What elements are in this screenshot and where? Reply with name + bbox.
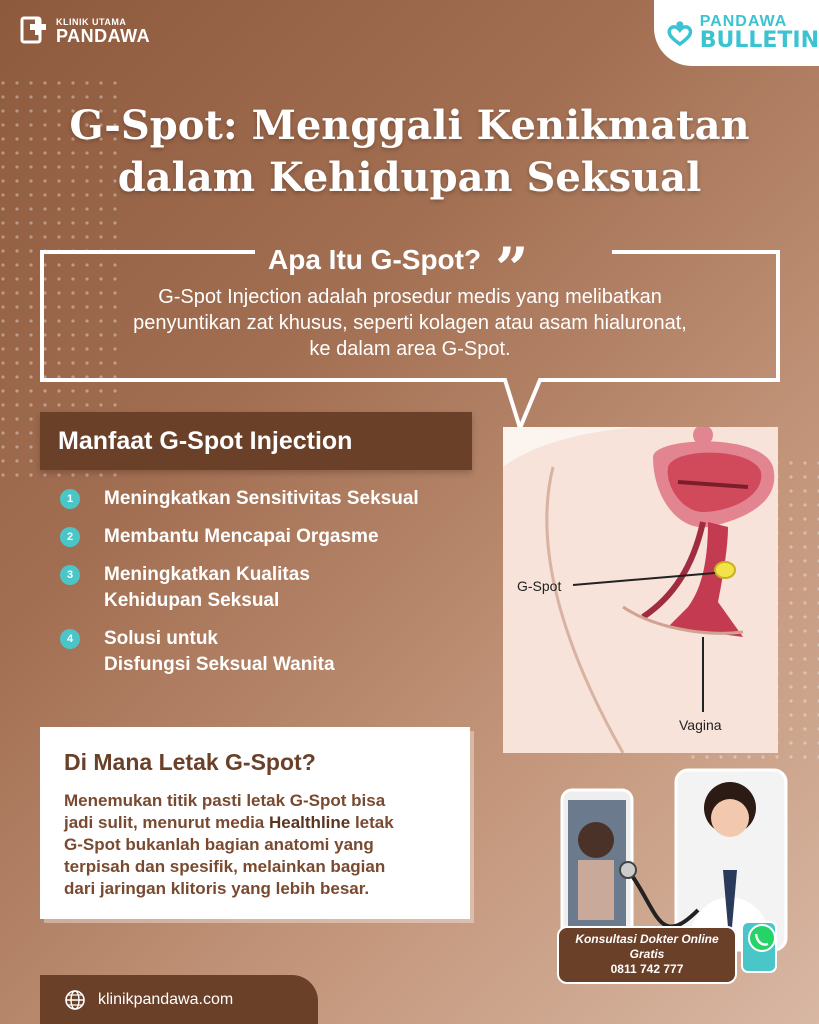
clinic-name: PANDAWA xyxy=(56,25,151,46)
anatomy-label-vagina: Vagina xyxy=(679,717,722,733)
footer-website[interactable] xyxy=(40,975,318,1024)
bulletin-name: BULLETIN xyxy=(699,28,819,53)
number-badge: 2 xyxy=(60,527,80,547)
title-line-2: dalam Kehidupan Seksual xyxy=(117,154,702,201)
intro-line-1: G-Spot Injection adalah prosedur medis yang melibatkan xyxy=(158,286,662,308)
intro-line-3: ke dalam area G-Spot. xyxy=(309,338,511,360)
number-badge: 3 xyxy=(60,565,80,585)
clinic-name-small: KLINIK UTAMA xyxy=(56,16,127,27)
consult-phone[interactable]: 0811 742 777 xyxy=(610,962,684,976)
list-item xyxy=(60,486,484,512)
website-link[interactable]: klinikpandawa.com xyxy=(98,990,234,1008)
benefit-label: Meningkatkan Kualitas Kehidupan Seksual xyxy=(104,564,310,611)
location-heading: Di Mana Letak G-Spot? xyxy=(64,749,316,775)
consult-free: Gratis xyxy=(629,947,665,961)
whatsapp-icon[interactable] xyxy=(738,916,782,976)
list-item xyxy=(60,524,484,550)
anatomy-illustration xyxy=(503,427,778,753)
quote-icon: ” xyxy=(495,235,529,303)
number-badge: 1 xyxy=(60,489,80,509)
benefit-label: Solusi untuk Disfungsi Seksual Wanita xyxy=(104,628,335,675)
intro-heading-text: Apa Itu G-Spot? xyxy=(268,244,482,275)
benefit-label: Meningkatkan Sensitivitas Seksual xyxy=(104,488,419,509)
consult-title: Konsultasi Dokter Online xyxy=(575,932,719,946)
consult-badge[interactable] xyxy=(557,926,737,984)
intro-heading xyxy=(268,235,529,303)
location-text: Menemukan titik pasti letak G-Spot bisa jadi sulit, menurut media Healthline letak G-Spot bukanlah bagian anatomi yang terpisah dan spesifik, melainkan bagian dari jaringan klitoris yang lebih besar. xyxy=(64,791,394,898)
speech-bubble-outline xyxy=(0,0,819,460)
number-badge: 4 xyxy=(60,629,80,649)
globe-icon xyxy=(64,989,86,1011)
benefit-label: Membantu Mencapai Orgasme xyxy=(104,526,379,547)
title-line-1: G-Spot: Menggali Kenikmatan xyxy=(69,102,750,149)
benefits-list xyxy=(60,486,484,690)
location-box xyxy=(40,727,470,919)
intro-line-2: penyuntikan zat khusus, seperti kolagen atau asam hialuronat, xyxy=(133,312,687,334)
list-item xyxy=(60,562,484,614)
bulletin-brand: PANDAWA xyxy=(699,13,788,30)
list-item xyxy=(60,626,484,678)
anatomy-label-gspot: G-Spot xyxy=(517,578,562,594)
benefits-heading: Manfaat G-Spot Injection xyxy=(40,412,472,470)
intro-text xyxy=(60,284,760,362)
